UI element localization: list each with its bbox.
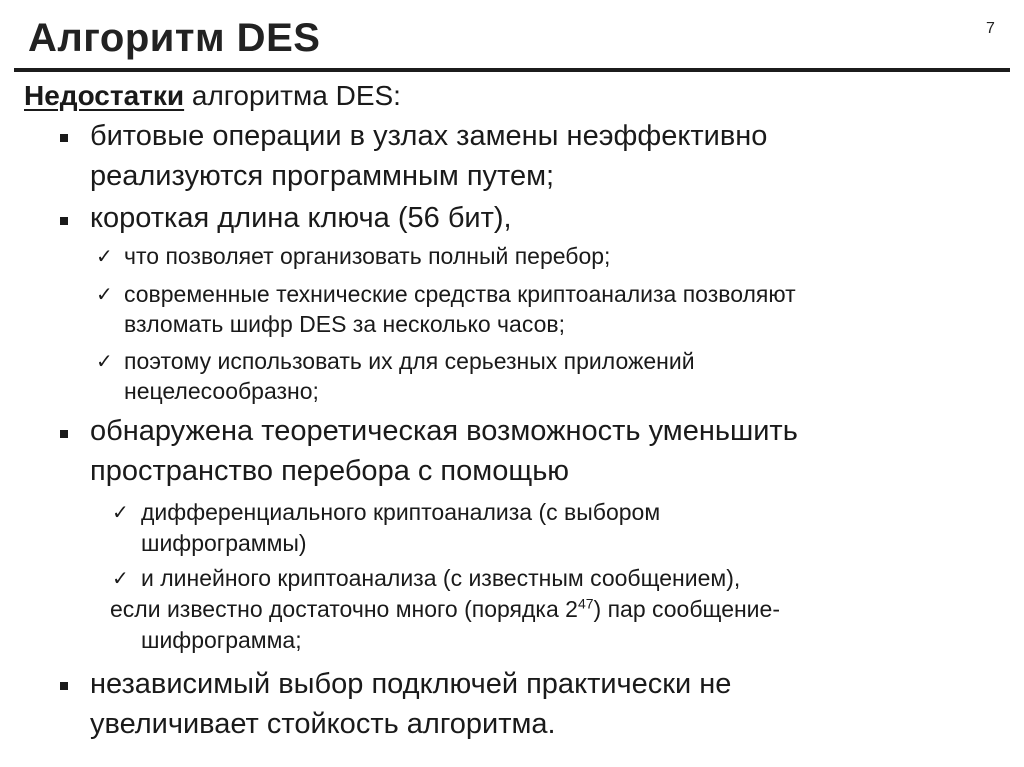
heading-bold: Недостатки bbox=[24, 80, 185, 111]
checkmark-icon: ✓ bbox=[96, 244, 113, 268]
bullet-3-continuation-line-1 bbox=[110, 596, 780, 623]
bullet-2-check-2-line-2: взломать шифр DES за несколько часов; bbox=[124, 311, 565, 337]
bullet-3-line-2: пространство перебора с помощью bbox=[90, 455, 570, 487]
continuation-text: ) пар сообщение- bbox=[593, 596, 780, 622]
bullet-3-check-1-line-1: дифференциального криптоанализа (с выбором bbox=[141, 499, 661, 525]
checkmark-icon: ✓ bbox=[96, 349, 113, 373]
checkmark-icon: ✓ bbox=[112, 566, 129, 590]
bullet-4-line-1: независимый выбор подключей практически не bbox=[90, 668, 732, 700]
title-divider bbox=[14, 68, 1010, 72]
bullet-2-check-3-line-2: нецелесообразно; bbox=[124, 378, 319, 404]
bullet-1-line-1: битовые операции в узлах замены неэффективно bbox=[90, 120, 768, 152]
bullet-3-line-1: обнаружена теоретическая возможность уменьшить bbox=[90, 415, 798, 447]
slide-title: Алгоритм DES bbox=[28, 16, 321, 60]
square-bullet-icon bbox=[60, 430, 68, 438]
checkmark-icon: ✓ bbox=[112, 500, 129, 524]
checkmark-icon: ✓ bbox=[96, 282, 113, 306]
bullet-2-check-1: что позволяет организовать полный перебор; bbox=[124, 243, 611, 269]
square-bullet-icon bbox=[60, 217, 68, 225]
bullet-2-line-1: короткая длина ключа (56 бит), bbox=[90, 202, 512, 234]
bullet-4-line-2: увеличивает стойкость алгоритма. bbox=[90, 708, 556, 740]
square-bullet-icon bbox=[60, 682, 68, 690]
bullet-2-check-2-line-1: современные технические средства криптоанализа позволяют bbox=[124, 281, 796, 307]
square-bullet-icon bbox=[60, 134, 68, 142]
bullet-2-check-3-line-1: поэтому использовать их для серьезных приложений bbox=[124, 348, 695, 374]
bullet-1-line-2: реализуются программным путем; bbox=[90, 160, 555, 192]
bullet-3-continuation-line-2: шифрограмма; bbox=[141, 627, 302, 653]
bullet-3-check-2-line-1: и линейного криптоанализа (с известным сообщением), bbox=[141, 565, 741, 591]
continuation-text: если известно достаточно много (порядка 2 bbox=[110, 596, 578, 622]
exponent: 47 bbox=[577, 595, 594, 612]
bullet-3-check-1-line-2: шифрограммы) bbox=[141, 530, 307, 556]
slide-number: 7 bbox=[986, 20, 995, 37]
section-heading bbox=[24, 80, 401, 112]
heading-rest: алгоритма DES: bbox=[184, 80, 401, 111]
